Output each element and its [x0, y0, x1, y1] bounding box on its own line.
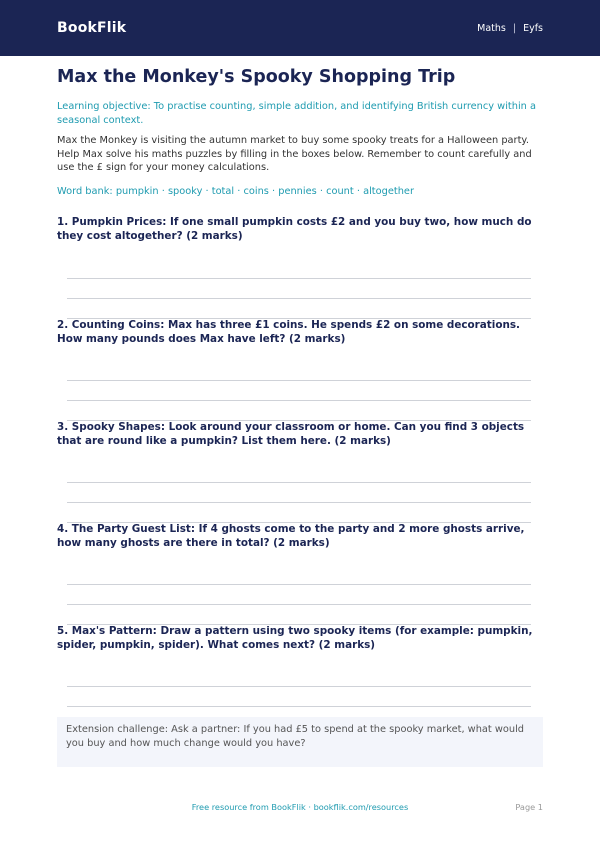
- answer-line: [67, 706, 531, 707]
- answer-line: [67, 400, 531, 401]
- answer-line: [67, 278, 531, 279]
- question-3: [57, 420, 543, 448]
- footer-resource-link[interactable]: Free resource from BookFlik · bookflik.com/resources: [191, 802, 409, 812]
- question-text: 5. Max's Pattern: Draw a pattern using two spooky items (for example: pumpkin, spider, pumpkin, spider). What comes next? (2 marks): [57, 625, 533, 651]
- learning-objective: Learning objective: To practise counting, simple addition, and identifying British currency within a seasonal context.: [57, 101, 537, 126]
- answer-line: [67, 380, 531, 381]
- meta-separator: |: [512, 22, 517, 34]
- worksheet-intro: [57, 66, 543, 198]
- question-4: [57, 522, 543, 550]
- page-number: Page 1: [515, 802, 543, 812]
- site-header: [0, 0, 600, 56]
- brand-logo[interactable]: BookFlik: [57, 20, 127, 36]
- answer-line: [67, 502, 531, 503]
- answer-line: [67, 584, 531, 585]
- question-text: 3. Spooky Shapes: Look around your classroom or home. Can you find 3 objects that are round like a pumpkin? List them here. (2 marks): [57, 421, 525, 447]
- answer-line: [67, 686, 531, 687]
- intro-text: Max the Monkey is visiting the autumn market to buy some spooky treats for a Halloween party. Help Max solve his maths puzzles by filling in the boxes below. Remember to count carefully and use the £ sign for your money calculations.: [57, 135, 532, 173]
- word-bank: Word bank: pumpkin · spooky · total · coins · pennies · count · altogether: [57, 185, 414, 197]
- level-label: Eyfs: [523, 22, 543, 34]
- answer-line: [67, 604, 531, 605]
- answer-line: [67, 298, 531, 299]
- question-text: 2. Counting Coins: Max has three £1 coins. He spends £2 on some decorations. How many pounds does Max have left? (2 marks): [57, 319, 521, 345]
- question-1: [57, 215, 543, 243]
- answer-line: [67, 482, 531, 483]
- question-2: [57, 318, 543, 346]
- worksheet-meta: [477, 23, 543, 34]
- subject-label: Maths: [477, 22, 506, 34]
- question-text: 4. The Party Guest List: If 4 ghosts come to the party and 2 more ghosts arrive, how many ghosts are there in total? (2 marks): [57, 523, 525, 549]
- extension-challenge: Extension challenge: Ask a partner: If you had £5 to spend at the spooky market, what would you buy and how much change would you have?: [57, 717, 543, 767]
- page-title: Max the Monkey's Spooky Shopping Trip: [57, 67, 456, 87]
- question-5: [57, 624, 543, 652]
- question-text: 1. Pumpkin Prices: If one small pumpkin costs £2 and you buy two, how much do they cost altogether? (2 marks): [57, 216, 532, 242]
